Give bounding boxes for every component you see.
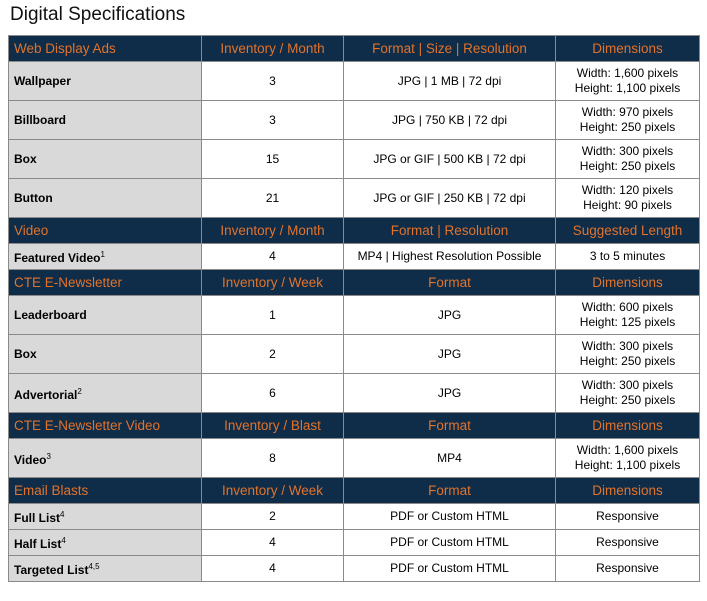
dimensions-cell <box>556 179 700 218</box>
row-label <box>9 439 202 478</box>
dimension-line: 3 to 5 minutes <box>589 249 666 263</box>
row-label-text: Video <box>14 452 47 467</box>
dimension-line: Width: 300 pixels <box>581 339 674 353</box>
row-label-text: Full List <box>14 511 60 525</box>
specifications-table <box>8 35 700 582</box>
dimensions-cell <box>556 244 700 270</box>
table-row <box>9 140 700 179</box>
section-header-row <box>9 478 700 504</box>
dimensions-cell <box>556 296 700 335</box>
inventory-cell: 4 <box>202 530 344 556</box>
section-header-cell: Inventory / Blast <box>202 413 344 439</box>
dimension-line: Responsive <box>596 561 659 575</box>
footnote-marker: 3 <box>46 451 51 461</box>
row-label <box>9 374 202 413</box>
section-header-cell: Dimensions <box>556 270 700 296</box>
row-label <box>9 335 202 374</box>
row-label <box>9 101 202 140</box>
section-header-cell: Format | Size | Resolution <box>344 36 556 62</box>
row-label <box>9 556 202 582</box>
dimensions-cell <box>556 504 700 530</box>
dimension-line: Responsive <box>596 535 659 549</box>
row-label <box>9 140 202 179</box>
format-cell: JPG <box>344 296 556 335</box>
section-header-row <box>9 413 700 439</box>
section-header-cell: Email Blasts <box>9 478 202 504</box>
row-label <box>9 504 202 530</box>
section-header-cell: Format | Resolution <box>344 218 556 244</box>
row-label-text: Half List <box>14 537 62 551</box>
dimension-line: Height: 125 pixels <box>579 315 676 329</box>
format-cell: MP4 | Highest Resolution Possible <box>344 244 556 270</box>
dimensions-cell <box>556 335 700 374</box>
table-row <box>9 62 700 101</box>
inventory-cell: 1 <box>202 296 344 335</box>
dimension-line: Width: 300 pixels <box>581 144 674 158</box>
footnote-marker: 1 <box>100 250 105 259</box>
section-header-row <box>9 36 700 62</box>
footnote-marker: 2 <box>77 386 82 396</box>
format-cell: MP4 <box>344 439 556 478</box>
table-row <box>9 504 700 530</box>
row-label-text: Box <box>14 346 37 361</box>
dimension-line: Width: 1,600 pixels <box>576 66 679 80</box>
table-row <box>9 244 700 270</box>
section-header-cell: Dimensions <box>556 478 700 504</box>
inventory-cell: 21 <box>202 179 344 218</box>
section-header-cell: Inventory / Month <box>202 36 344 62</box>
format-cell: PDF or Custom HTML <box>344 530 556 556</box>
inventory-cell: 2 <box>202 504 344 530</box>
dimension-line: Width: 600 pixels <box>581 300 674 314</box>
dimensions-cell <box>556 530 700 556</box>
inventory-cell: 2 <box>202 335 344 374</box>
section-header-cell: Format <box>344 478 556 504</box>
table-row <box>9 374 700 413</box>
table-row <box>9 179 700 218</box>
format-cell: PDF or Custom HTML <box>344 504 556 530</box>
dimensions-cell <box>556 556 700 582</box>
table-row <box>9 296 700 335</box>
row-label-text: Billboard <box>14 112 67 127</box>
row-label <box>9 296 202 335</box>
dimension-line: Height: 90 pixels <box>583 198 672 212</box>
format-cell: JPG or GIF | 500 KB | 72 dpi <box>344 140 556 179</box>
dimension-line: Width: 1,600 pixels <box>576 443 679 457</box>
row-label-text: Leaderboard <box>14 307 87 322</box>
dimension-line: Height: 250 pixels <box>579 159 676 173</box>
inventory-cell: 6 <box>202 374 344 413</box>
format-cell: JPG | 1 MB | 72 dpi <box>344 62 556 101</box>
dimension-line: Height: 250 pixels <box>579 354 676 368</box>
dimension-line: Height: 1,100 pixels <box>574 458 681 472</box>
section-header-cell: CTE E-Newsletter Video <box>9 413 202 439</box>
dimensions-cell <box>556 140 700 179</box>
section-header-cell: Dimensions <box>556 36 700 62</box>
section-header-cell: Video <box>9 218 202 244</box>
dimension-line: Height: 250 pixels <box>579 120 676 134</box>
row-label-text: Featured Video <box>14 251 101 265</box>
row-label-text: Wallpaper <box>14 73 71 88</box>
dimensions-cell <box>556 439 700 478</box>
row-label-text: Advertorial <box>14 387 78 402</box>
row-label <box>9 530 202 556</box>
section-header-cell: Dimensions <box>556 413 700 439</box>
inventory-cell: 3 <box>202 62 344 101</box>
format-cell: JPG <box>344 335 556 374</box>
table-row <box>9 335 700 374</box>
section-header-cell: CTE E-Newsletter <box>9 270 202 296</box>
format-cell: JPG or GIF | 250 KB | 72 dpi <box>344 179 556 218</box>
section-header-row <box>9 270 700 296</box>
row-label-text: Button <box>14 190 53 205</box>
row-label <box>9 179 202 218</box>
footnote-marker: 4,5 <box>88 562 100 571</box>
inventory-cell: 15 <box>202 140 344 179</box>
page-title: Digital Specifications <box>10 4 186 25</box>
dimension-line: Responsive <box>596 509 659 523</box>
dimensions-cell <box>556 101 700 140</box>
dimensions-cell <box>556 374 700 413</box>
table-row <box>9 530 700 556</box>
dimensions-cell <box>556 62 700 101</box>
dimension-line: Width: 120 pixels <box>581 183 674 197</box>
dimension-line: Width: 300 pixels <box>581 378 674 392</box>
section-header-cell: Suggested Length <box>556 218 700 244</box>
section-header-cell: Inventory / Week <box>202 478 344 504</box>
format-cell: PDF or Custom HTML <box>344 556 556 582</box>
footnote-marker: 4 <box>60 510 65 519</box>
dimension-line: Height: 1,100 pixels <box>574 81 681 95</box>
table-row <box>9 101 700 140</box>
inventory-cell: 3 <box>202 101 344 140</box>
dimension-line: Height: 250 pixels <box>579 393 676 407</box>
inventory-cell: 4 <box>202 244 344 270</box>
row-label <box>9 244 202 270</box>
dimension-line: Width: 970 pixels <box>581 105 674 119</box>
inventory-cell: 8 <box>202 439 344 478</box>
format-cell: JPG <box>344 374 556 413</box>
section-header-cell: Format <box>344 270 556 296</box>
table-row <box>9 556 700 582</box>
table-row <box>9 439 700 478</box>
section-header-cell: Format <box>344 413 556 439</box>
section-header-row <box>9 218 700 244</box>
section-header-cell: Web Display Ads <box>9 36 202 62</box>
footnote-marker: 4 <box>61 536 66 545</box>
section-header-cell: Inventory / Month <box>202 218 344 244</box>
inventory-cell: 4 <box>202 556 344 582</box>
section-header-cell: Inventory / Week <box>202 270 344 296</box>
row-label <box>9 62 202 101</box>
format-cell: JPG | 750 KB | 72 dpi <box>344 101 556 140</box>
row-label-text: Box <box>14 151 37 166</box>
row-label-text: Targeted List <box>14 563 89 577</box>
